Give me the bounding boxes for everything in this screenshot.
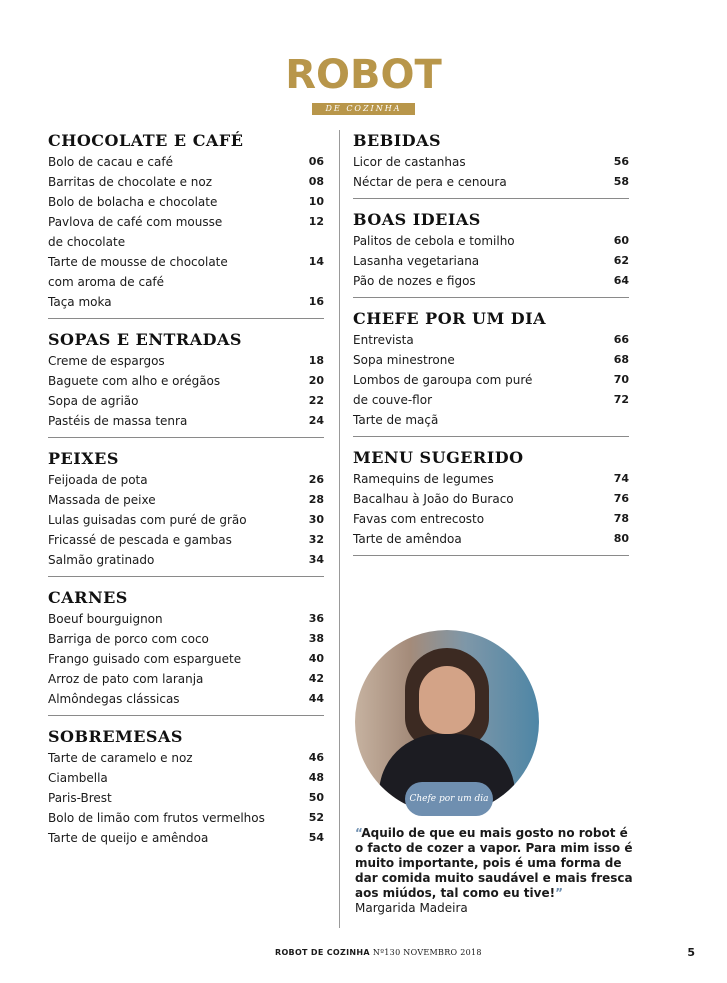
section-title: CHEFE POR UM DIA: [353, 309, 547, 328]
toc-entry-name: Tarte de queijo e amêndoa: [48, 831, 209, 845]
toc-entry[interactable]: [48, 192, 324, 212]
toc-entry[interactable]: [48, 609, 324, 629]
quote-close-mark: ”: [555, 886, 563, 900]
section-gap: [353, 199, 629, 207]
toc-entry[interactable]: [48, 510, 324, 530]
toc-entry-page: 28: [308, 493, 324, 506]
toc-entry-page: 50: [308, 791, 324, 804]
toc-entry-name: Ramequins de legumes: [353, 472, 494, 486]
toc-entry[interactable]: [48, 629, 324, 649]
toc-entry-name: com aroma de café: [48, 275, 165, 289]
section-spacer: [353, 291, 629, 297]
toc-right-column: [353, 128, 629, 564]
toc-section: [48, 327, 324, 438]
toc-entry[interactable]: [353, 231, 629, 251]
toc-entry[interactable]: [48, 768, 324, 788]
column-divider: [339, 130, 340, 928]
section-gap: [48, 716, 324, 724]
toc-entry-name: Tarte de maçã: [353, 413, 439, 427]
footer-issue: Nº130 NOVEMBRO 2018: [372, 948, 482, 957]
toc-entry[interactable]: [353, 529, 629, 549]
toc-entry-name: Almôndegas clássicas: [48, 692, 180, 706]
toc-entry-page: 38: [308, 632, 324, 645]
toc-entry[interactable]: [353, 469, 629, 489]
toc-entry[interactable]: [48, 788, 324, 808]
toc-entry-name: Frango guisado com esparguete: [48, 652, 242, 666]
toc-entry-name: Tarte de mousse de chocolate: [48, 255, 228, 269]
section-spacer: [48, 312, 324, 318]
toc-entry[interactable]: [48, 550, 324, 570]
toc-entry[interactable]: [48, 649, 324, 669]
section-gap: [353, 298, 629, 306]
section-title: CHOCOLATE E CAFÉ: [48, 131, 244, 150]
toc-entry[interactable]: [48, 152, 324, 172]
toc-entry-page: 62: [613, 254, 629, 267]
toc-entry[interactable]: [48, 212, 324, 232]
toc-entry-name: Pavlova de café com mousse: [48, 215, 223, 229]
section-spacer: [48, 431, 324, 437]
toc-entry-page: 42: [308, 672, 324, 685]
toc-entry-name: Taça moka: [48, 295, 112, 309]
toc-entry[interactable]: [48, 748, 324, 768]
toc-entry-name: Palitos de cebola e tomilho: [353, 234, 515, 248]
toc-entry-page: 74: [613, 472, 629, 485]
toc-entry-page: 80: [613, 532, 629, 545]
toc-entry[interactable]: [353, 390, 629, 410]
toc-entry[interactable]: [48, 232, 324, 252]
section-title: SOPAS E ENTRADAS: [48, 330, 242, 349]
toc-entry-page: 06: [308, 155, 324, 168]
toc-entry-name: Fricassé de pescada e gambas: [48, 533, 232, 547]
toc-entry[interactable]: [353, 330, 629, 350]
toc-entry-name: Paris-Brest: [48, 791, 112, 805]
toc-entry[interactable]: [48, 808, 324, 828]
toc-entry[interactable]: [48, 252, 324, 272]
section-spacer: [48, 709, 324, 715]
toc-entry-page: 32: [308, 533, 324, 546]
toc-left-column: [48, 128, 324, 862]
toc-entry-name: Lulas guisadas com puré de grão: [48, 513, 247, 527]
toc-entry-page: 70: [613, 373, 629, 386]
magazine-logo: [0, 54, 727, 115]
logo-title: ROBOT: [285, 52, 442, 98]
toc-entry-page: 30: [308, 513, 324, 526]
toc-entry-name: Arroz de pato com laranja: [48, 672, 204, 686]
toc-entry[interactable]: [353, 350, 629, 370]
toc-entry-name: Baguete com alho e orégãos: [48, 374, 221, 388]
toc-entry-page: 12: [308, 215, 324, 228]
toc-entry-name: Creme de espargos: [48, 354, 165, 368]
section-spacer: [353, 192, 629, 198]
section-gap: [48, 319, 324, 327]
toc-entry[interactable]: [353, 370, 629, 390]
toc-entry-page: 36: [308, 612, 324, 625]
toc-entry-page: 18: [308, 354, 324, 367]
section-title: BOAS IDEIAS: [353, 210, 481, 229]
toc-entry-name: Bolo de limão com frutos vermelhos: [48, 811, 265, 825]
toc-entry-page: 48: [308, 771, 324, 784]
toc-entry-name: Sopa de agrião: [48, 394, 139, 408]
toc-entry-page: 26: [308, 473, 324, 486]
toc-entry-page: 20: [308, 374, 324, 387]
toc-entry-name: de couve-flor: [353, 393, 433, 407]
toc-entry[interactable]: [48, 530, 324, 550]
toc-entry-name: Néctar de pera e cenoura: [353, 175, 507, 189]
toc-entry-page: 58: [613, 175, 629, 188]
chef-badge: Chefe por um dia: [405, 782, 493, 816]
toc-entry[interactable]: [48, 689, 324, 709]
toc-entry-name: Massada de peixe: [48, 493, 156, 507]
toc-entry[interactable]: [48, 292, 324, 312]
toc-entry-name: Sopa minestrone: [353, 353, 455, 367]
toc-entry-name: Boeuf bourguignon: [48, 612, 163, 626]
toc-entry[interactable]: [48, 828, 324, 848]
toc-section: [353, 128, 629, 199]
section-gap: [353, 556, 629, 564]
toc-section: [353, 207, 629, 298]
toc-entry-page: 14: [308, 255, 324, 268]
section-spacer: [353, 430, 629, 436]
section-spacer: [48, 570, 324, 576]
toc-entry[interactable]: [353, 410, 629, 430]
page-number: 5: [687, 946, 695, 959]
toc-entry-name: Bolo de bolacha e chocolate: [48, 195, 218, 209]
toc-entry-page: 52: [308, 811, 324, 824]
toc-entry-page: 10: [308, 195, 324, 208]
toc-entry[interactable]: [48, 272, 324, 292]
toc-entry-page: 24: [308, 414, 324, 427]
toc-entry-name: Feijoada de pota: [48, 473, 148, 487]
toc-entry-name: Lasanha vegetariana: [353, 254, 480, 268]
toc-section: [48, 585, 324, 716]
toc-entry-name: Bacalhau à João do Buraco: [353, 492, 514, 506]
toc-entry[interactable]: [48, 371, 324, 391]
toc-entry-page: 56: [613, 155, 629, 168]
toc-section: [48, 446, 324, 577]
toc-entry-name: de chocolate: [48, 235, 126, 249]
chef-photo: [355, 630, 539, 814]
toc-section: [353, 445, 629, 556]
toc-entry-page: 22: [308, 394, 324, 407]
section-title: PEIXES: [48, 449, 119, 468]
toc-entry[interactable]: [353, 152, 629, 172]
section-spacer: [353, 549, 629, 555]
toc-entry-name: Entrevista: [353, 333, 414, 347]
section-title: SOBREMESAS: [48, 727, 183, 746]
toc-entry-page: 68: [613, 353, 629, 366]
toc-entry-page: 66: [613, 333, 629, 346]
toc-entry-page: 08: [308, 175, 324, 188]
toc-entry[interactable]: [48, 669, 324, 689]
section-gap: [48, 577, 324, 585]
toc-entry[interactable]: [353, 489, 629, 509]
section-gap: [48, 438, 324, 446]
toc-entry-name: Licor de castanhas: [353, 155, 466, 169]
toc-entry-name: Barritas de chocolate e noz: [48, 175, 213, 189]
toc-entry-name: Ciambella: [48, 771, 108, 785]
footer-magazine-name: ROBOT DE COZINHA: [275, 948, 370, 957]
toc-entry-name: Pastéis de massa tenra: [48, 414, 188, 428]
quote-author: Margarida Madeira: [355, 901, 468, 915]
toc-entry-name: Barriga de porco com coco: [48, 632, 209, 646]
toc-entry-page: 64: [613, 274, 629, 287]
toc-entry[interactable]: [48, 411, 324, 431]
section-gap: [353, 437, 629, 445]
toc-entry-page: 44: [308, 692, 324, 705]
toc-entry-page: 78: [613, 512, 629, 525]
toc-entry-name: Salmão gratinado: [48, 553, 155, 567]
section-title: BEBIDAS: [353, 131, 442, 150]
toc-entry[interactable]: [48, 391, 324, 411]
logo-subtitle: DE COZINHA: [312, 103, 416, 115]
toc-entry[interactable]: [353, 271, 629, 291]
toc-section: [353, 306, 629, 437]
section-title: MENU SUGERIDO: [353, 448, 524, 467]
section-title: CARNES: [48, 588, 128, 607]
quote-text: Aquilo de que eu mais gosto no robot é o facto de cozer a vapor. Para mim isso é muito importante, pois é uma forma de dar comida muito saudável e mais fresca aos miúdos, tal como eu tive!: [355, 826, 633, 900]
toc-entry-page: 54: [308, 831, 324, 844]
toc-entry[interactable]: [48, 470, 324, 490]
toc-entry[interactable]: [48, 172, 324, 192]
section-gap: [48, 854, 324, 862]
toc-section: [48, 724, 324, 854]
toc-entry-page: 72: [613, 393, 629, 406]
toc-section: [48, 128, 324, 319]
toc-entry-name: Tarte de caramelo e noz: [48, 751, 193, 765]
chef-quote: [355, 826, 635, 916]
quote-open-mark: “: [355, 826, 362, 840]
toc-entry[interactable]: [48, 490, 324, 510]
toc-entry[interactable]: [353, 251, 629, 271]
toc-entry-page: 16: [308, 295, 324, 308]
toc-entry-name: Pão de nozes e figos: [353, 274, 476, 288]
portrait-face: [419, 666, 475, 734]
toc-entry-name: Lombos de garoupa com puré: [353, 373, 533, 387]
toc-entry[interactable]: [353, 509, 629, 529]
toc-entry-page: 40: [308, 652, 324, 665]
toc-entry-name: Favas com entrecosto: [353, 512, 485, 526]
toc-entry[interactable]: [353, 172, 629, 192]
toc-entry-name: Bolo de cacau e café: [48, 155, 173, 169]
toc-entry-name: Tarte de amêndoa: [353, 532, 462, 546]
toc-entry-page: 76: [613, 492, 629, 505]
toc-entry[interactable]: [48, 351, 324, 371]
toc-entry-page: 34: [308, 553, 324, 566]
footer-magazine: [275, 948, 482, 957]
toc-entry-page: 60: [613, 234, 629, 247]
toc-entry-page: 46: [308, 751, 324, 764]
